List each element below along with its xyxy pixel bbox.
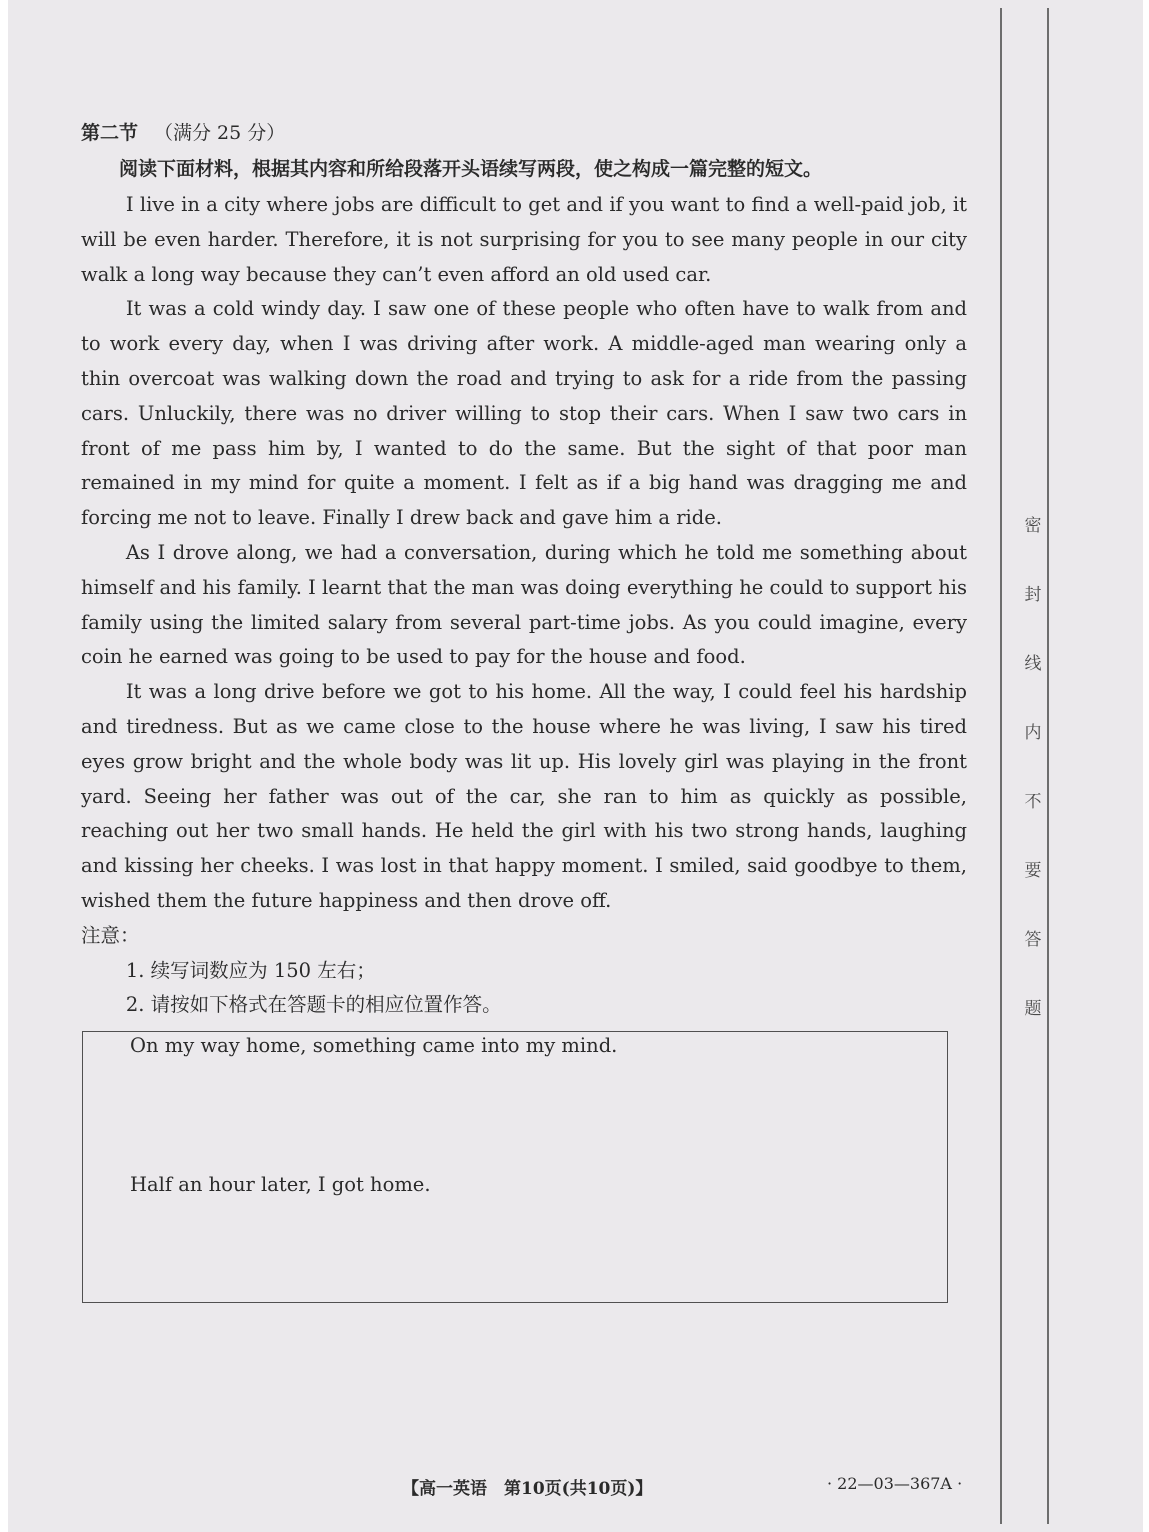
exam-page xyxy=(8,0,1143,1532)
seal-char: 内 xyxy=(1024,723,1042,743)
question-content xyxy=(81,114,967,1023)
binding-line-inner xyxy=(1000,8,1002,1524)
notes-title: 注意： xyxy=(81,923,140,947)
passage-paragraph-4: It was a long drive before we got to his home. All the way, I could feel his hardship and tiredness. But as we came close to the house where he was living, I saw his tired eyes grow bright and the whole body was lit up. His lovely girl was playing in the front yard. Seeing her father was out of the car, she ran to him as quickly as possible, reaching out her two small hands. He held the girl with his two strong hands, laughing and kissing her cheeks. I was lost in that happy moment. I smiled, said goodbye to them, wished them the future happiness and then drove off. xyxy=(81,680,967,912)
seal-line-text xyxy=(1020,518,1046,1070)
passage-paragraph-1: I live in a city where jobs are difficult to get and if you want to find a well-paid job, it will be even harder. Therefore, it is not surprising for you to see many people in our city walk a long way because they can’t even afford an old used car. xyxy=(81,193,967,286)
note-item-1: 1. 续写词数应为 150 左右； xyxy=(125,958,376,982)
seal-char: 封 xyxy=(1024,585,1042,605)
binding-line-outer xyxy=(1047,8,1049,1524)
seal-char: 密 xyxy=(1024,516,1042,536)
passage-paragraph-3: As I drove along, we had a conversation, during which he told me something about himself and his family. I learnt that the man was doing everything he could to support his family using the limited salary from several part-time jobs. As you could imagine, every coin he earned was going to be used to pay for the house and food. xyxy=(81,540,967,669)
seal-char: 题 xyxy=(1024,999,1042,1019)
page-footer-title: 【高一英语 第10页(共10页)】 xyxy=(402,1479,653,1499)
answer-box xyxy=(82,1031,948,1303)
continuation-prompt-1: On my way home, something came into my mind. xyxy=(130,1034,618,1057)
section-score: （满分 25 分） xyxy=(154,122,286,144)
seal-char: 不 xyxy=(1024,792,1042,812)
passage-paragraph-2: It was a cold windy day. I saw one of these people who often have to walk from and to work every day, when I was driving after work. A middle-aged man wearing only a thin overcoat was walking down the road and trying to ask for a ride from the passing cars. Unluckily, there was no driver willing to stop their cars. When I saw two cars in front of me pass him by, I wanted to do the same. But the sight of that poor man remained in my mind for quite a moment. I felt as if a big hand was dragging me and forcing me not to leave. Finally I drew back and gave him a ride. xyxy=(81,297,967,530)
continuation-prompt-2: Half an hour later, I got home. xyxy=(130,1173,431,1196)
instruction-text: 阅读下面材料，根据其内容和所给段落开头语续写两段，使之构成一篇完整的短文。 xyxy=(119,158,823,180)
note-item-2: 2. 请按如下格式在答题卡的相应位置作答。 xyxy=(125,993,502,1017)
seal-char: 要 xyxy=(1024,861,1042,881)
seal-char: 答 xyxy=(1024,930,1042,950)
section-title: 第二节 xyxy=(81,122,139,144)
page-footer-code: · 22—03—367A · xyxy=(827,1474,963,1493)
seal-char: 线 xyxy=(1024,654,1042,674)
section-heading xyxy=(81,114,967,152)
